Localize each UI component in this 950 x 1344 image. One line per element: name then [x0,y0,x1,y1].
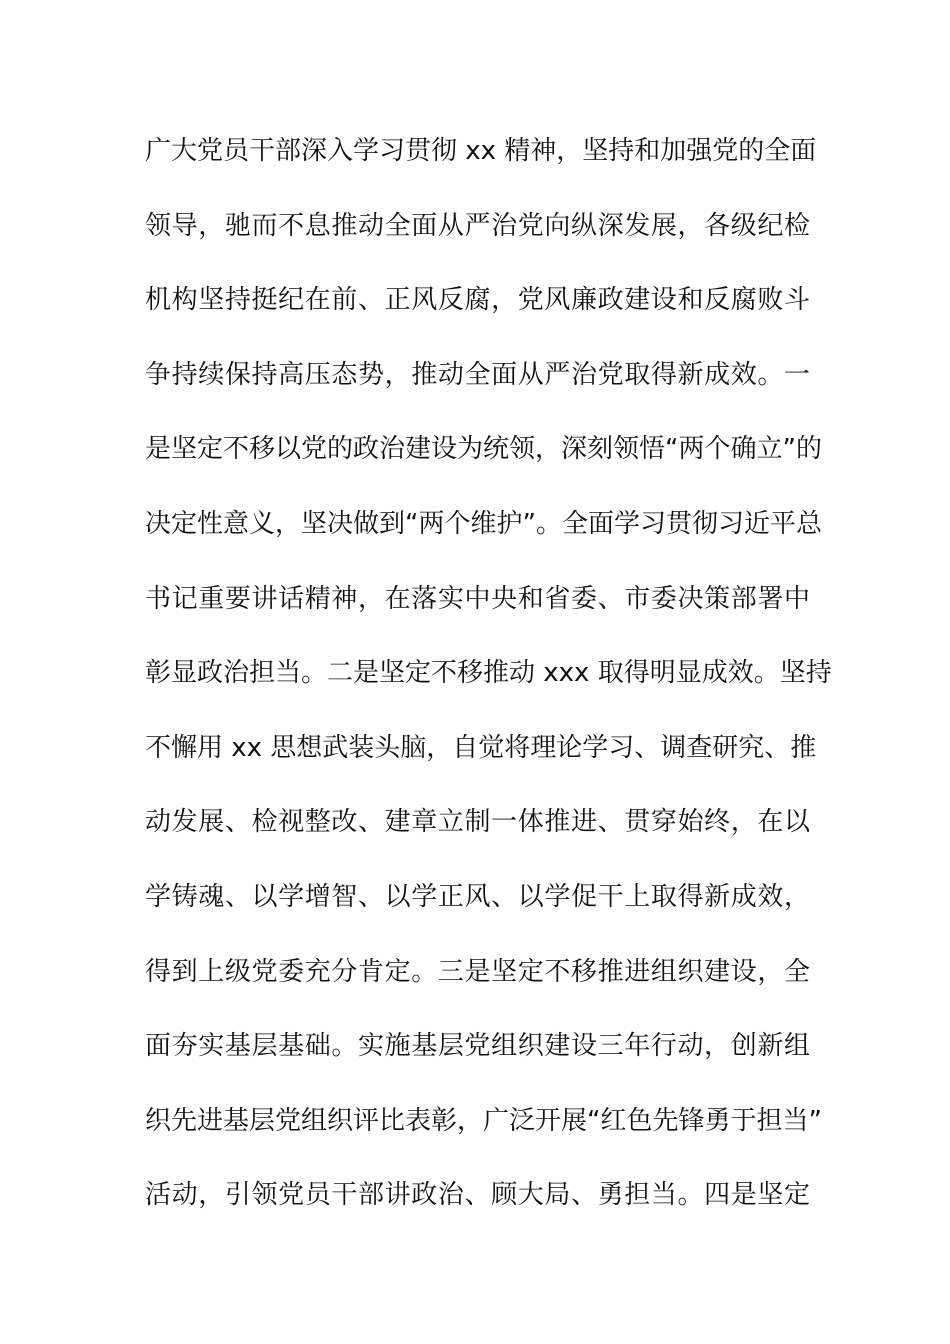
text-line: 动发展、检视整改、建章立制一体推进、贯穿始终，在以 [145,807,810,838]
text-line: 彰显政治担当。二是坚定不移推动 xxx 取得明显成效。坚持 [145,658,832,689]
text-line: 书记重要讲话精神，在落实中央和省委、市委决策部署中 [145,583,810,614]
text-line: 决定性意义，坚决做到“两个维护”。全面学习贯彻习近平总 [145,508,822,539]
text-line: 是坚定不移以党的政治建设为统领，深刻领悟“两个确立”的 [145,434,822,465]
text-line: 广大党员干部深入学习贯彻 xx 精神，坚持和加强党的全面 [145,136,817,166]
text-line: 争持续保持高压态势，推动全面从严治党取得新成效。一 [145,359,810,390]
text-line: 领导，驰而不息推动全面从严治党向纵深发展，各级纪检 [145,210,810,241]
text-line: 织先进基层党组织评比表彰，广泛开展“红色先锋勇于担当” [145,1105,822,1136]
text-line: 学铸魂、以学增智、以学正风、以学促干上取得新成效， [145,881,810,912]
text-line: 面夯实基层基础。实施基层党组织建设三年行动，创新组 [145,1031,810,1062]
text-line: 得到上级党委充分肯定。三是坚定不移推进组织建设，全 [145,956,810,987]
text-line: 机构坚持挺纪在前、正风反腐，党风廉政建设和反腐败斗 [145,285,810,316]
body-paragraph [145,114,832,1233]
text-line: 活动，引领党员干部讲政治、顾大局、勇担当。四是坚定 [145,1180,810,1211]
text-line: 不懈用 xx 思想武装头脑，自觉将理论学习、调查研究、推 [145,732,817,763]
